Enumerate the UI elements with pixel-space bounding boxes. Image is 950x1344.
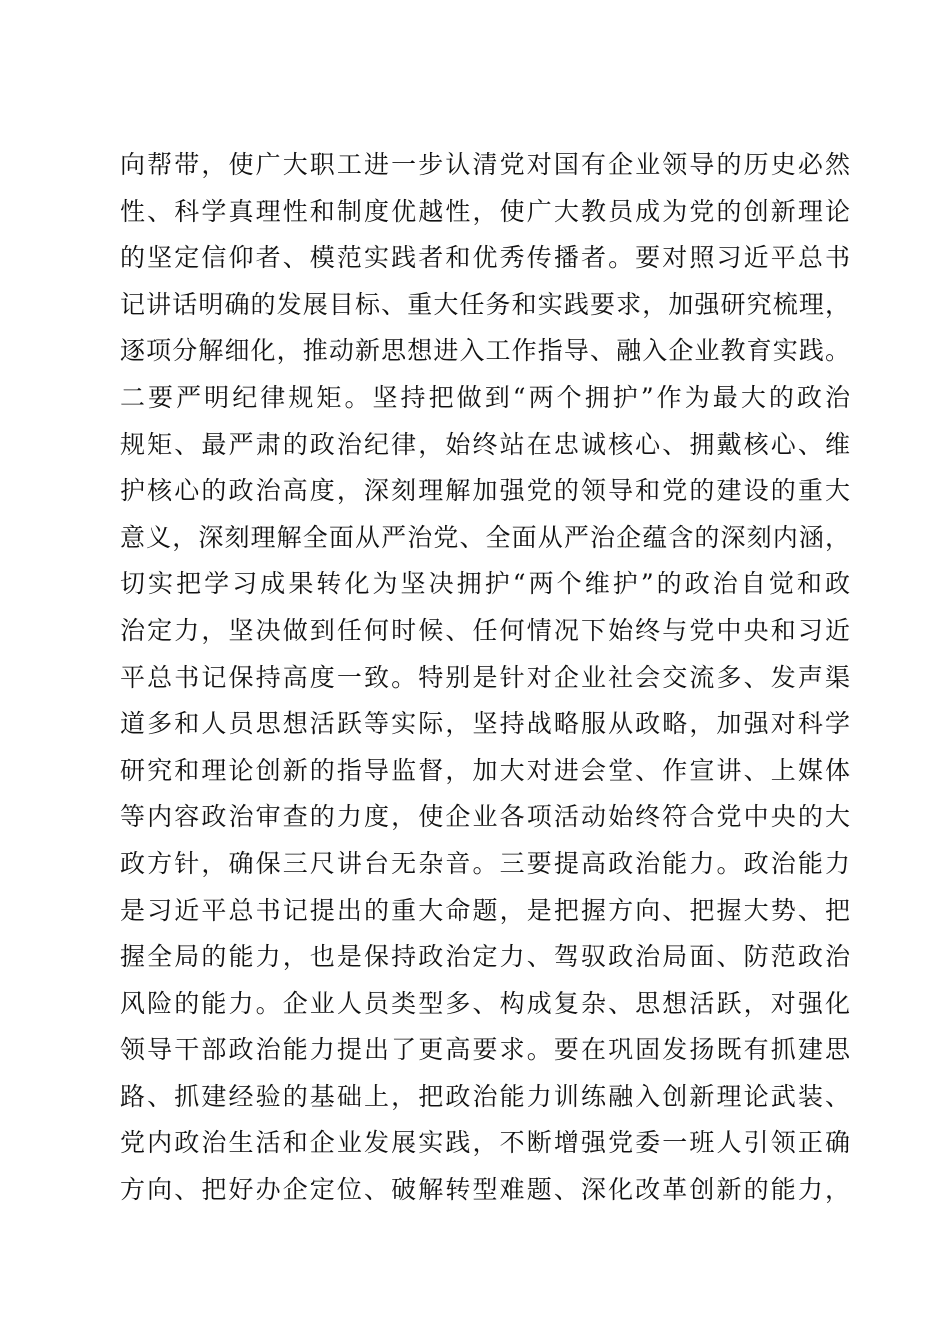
text-line: 平总书记保持高度一致。特别是针对企业社会交流多、发声渠 xyxy=(120,662,850,692)
text-line: 记讲话明确的发展目标、重大任务和实践要求，加强研究梳理， xyxy=(120,289,850,319)
text-line: 性、科学真理性和制度优越性，使广大教员成为党的创新理论 xyxy=(120,196,850,226)
text-line: 规矩、最严肃的政治纪律，始终站在忠诚核心、拥戴核心、维 xyxy=(120,429,850,459)
text-line: 护核心的政治高度，深刻理解加强党的领导和党的建设的重大 xyxy=(120,476,850,506)
text-line: 等内容政治审查的力度，使企业各项活动始终符合党中央的大 xyxy=(120,802,850,832)
text-line: 握全局的能力，也是保持政治定力、驾驭政治局面、防范政治 xyxy=(120,942,850,972)
text-line: 党内政治生活和企业发展实践，不断增强党委一班人引领正确 xyxy=(120,1128,850,1158)
text-line: 的坚定信仰者、模范实践者和优秀传播者。要对照习近平总书 xyxy=(120,243,850,273)
text-line: 治定力，坚决做到任何时候、任何情况下始终与党中央和习近 xyxy=(120,615,850,645)
text-line: 方向、把好办企定位、破解转型难题、深化改革创新的能力， xyxy=(120,1175,850,1205)
text-line: 道多和人员思想活跃等实际，坚持战略服从政略，加强对科学 xyxy=(120,709,850,739)
text-line: 风险的能力。企业人员类型多、构成复杂、思想活跃，对强化 xyxy=(120,988,850,1018)
text-line: 政方针，确保三尺讲台无杂音。三要提高政治能力。政治能力 xyxy=(120,848,850,878)
body-text xyxy=(120,142,850,1214)
text-line: 领导干部政治能力提出了更高要求。要在巩固发扬既有抓建思 xyxy=(120,1035,850,1065)
text-line: 路、抓建经验的基础上，把政治能力训练融入创新理论武装、 xyxy=(120,1081,850,1111)
text-line: 切实把学习成果转化为坚决拥护“两个维护”的政治自觉和政 xyxy=(120,569,850,599)
text-line: 意义，深刻理解全面从严治党、全面从严治企蕴含的深刻内涵， xyxy=(120,522,850,552)
text-line: 二要严明纪律规矩。坚持把做到“两个拥护”作为最大的政治 xyxy=(120,382,850,412)
text-line: 向帮带，使广大职工进一步认清党对国有企业领导的历史必然 xyxy=(120,150,850,179)
text-line: 逐项分解细化，推动新思想进入工作指导、融入企业教育实践。 xyxy=(120,336,850,366)
text-line: 是习近平总书记提出的重大命题，是把握方向、把握大势、把 xyxy=(120,895,850,925)
text-line: 研究和理论创新的指导监督，加大对进会堂、作宣讲、上媒体 xyxy=(120,755,850,785)
